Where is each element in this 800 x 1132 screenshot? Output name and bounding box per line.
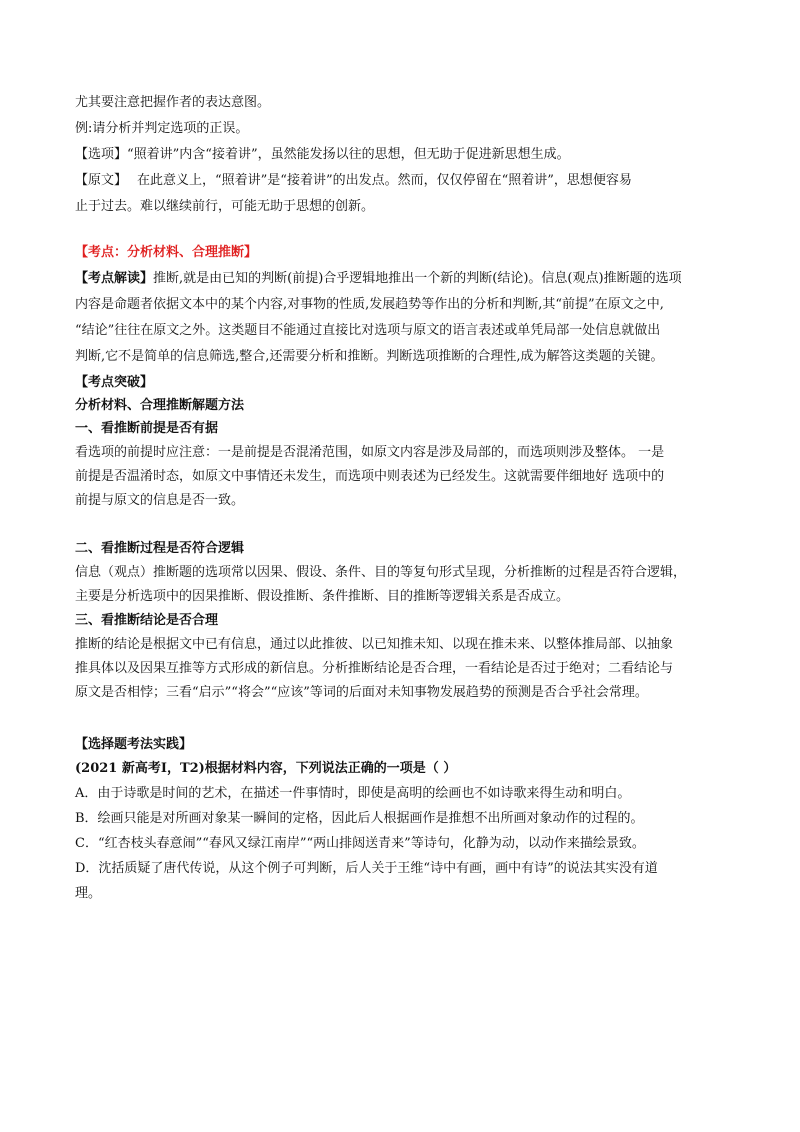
- kaodian-jiedu-line-1: 推断,就是由已知的判断(前提)合乎逻辑地推出一个新的判断(结论)。信息(观点)推断题的选项: [153, 271, 682, 286]
- tupo-title: 【考点突破】: [75, 375, 154, 390]
- kaodian-jiedu-line-2: 内容是命题者依据文本中的某个内容,对事物的性质,发展趋势等作出的分析和判断,其“前提”在原文之中,: [75, 297, 664, 312]
- option-d-line-1: D．沈括质疑了唐代传说，从这个例子可判断，后人关于王维“诗中有画，画中有诗”的说法其实没有道: [75, 861, 658, 876]
- section-2-line-1: 信息（观点）推断题的选项常以因果、假设、条件、目的等复句形式呈现，分析推断的过程是否符合逻辑，: [75, 565, 687, 580]
- intro-line-2: 例:请分析并判定选项的正误。: [75, 121, 249, 136]
- section-3-line-2: 推具体以及因果互推等方式形成的新信息。分析推断结论是否合理，一看结论是否过于绝对；二看结论与: [75, 661, 674, 676]
- section-1-line-2: 前提是否温淆时态，如原文中事情还未发生，而选项中则表述为已经发生。这就需要伴细地好 选项中的: [75, 469, 665, 484]
- intro-line-1: 尤其要注意把握作者的表达意图。: [75, 95, 271, 110]
- section-3-line-3: 原文是否相悖；三看“启示”“将会”“应该”等词的后面对未知事物发展趋势的预测是否合乎社会常理。: [75, 685, 648, 700]
- practice-question: (2021 新高考Ⅰ，T2)根据材料内容，下列说法正确的一项是（ ）: [75, 761, 457, 776]
- source-label: 【原文】: [75, 173, 128, 188]
- kaodian-jiedu-label: 【考点解读】: [75, 271, 154, 286]
- option-paragraph: [75, 147, 725, 163]
- source-paragraph: [75, 173, 725, 189]
- kaodian-jiedu-paragraph: [75, 271, 725, 287]
- option-b: B．绘画只能是对所画对象某一瞬间的定格，因此后人根据画作是推想不出所画对象动作的过程的。: [75, 811, 644, 826]
- section-1-line-3: 前提与原文的信息是否一致。: [75, 493, 245, 508]
- section-2-line-2: 主要是分析选项中的因果推断、假设推断、条件推断、目的推断等逻辑关系是否成立。: [75, 589, 570, 604]
- source-text-line-2: 止于过去。难以继续前行，可能无助于思想的创新。: [75, 199, 375, 214]
- kaodian-jiedu-line-4: 判断,它不是简单的信息筛选,整合,还需要分析和推断。判断选项推断的合理性,成为解答这类题的关键。: [75, 349, 664, 364]
- kaodian-title: 【考点：分析材料、合理推断】: [75, 245, 258, 260]
- section-1-line-1: 看选项的前提时应注意：一是前提是否混淆范围，如原文内容是涉及局部的，而选项则涉及整体。 一是: [75, 445, 665, 460]
- section-2-title: 二、看推断过程是否符合逻辑: [75, 541, 245, 556]
- practice-title: 【选择题考法实践】: [75, 737, 193, 752]
- section-3-line-1: 推断的结论是根据文中已有信息，通过以此推彼、以已知推未知、以现在推未来、以整体推局部、以抽象: [75, 637, 674, 652]
- method-title: 分析材料、合理推断解题方法: [75, 398, 245, 413]
- option-a: A．由于诗歌是时间的艺术，在描述一件事情时，即使是高明的绘画也不如诗歌来得生动和明白。: [75, 786, 631, 801]
- source-text: 在此意义上，“照着讲”是“接着讲”的出发点。然而，仅仅停留在“照着讲”，思想便容易: [137, 173, 632, 188]
- section-1-title: 一、看推断前提是否有据: [75, 421, 219, 436]
- option-d-line-2: 理。: [75, 886, 102, 901]
- option-label: 【选项】: [75, 147, 128, 162]
- option-c: C．“红杏枝头春意闹”“春风又绿江南岸”“两山排闼送青来”等诗句，化静为动，以动作来描绘景致。: [75, 836, 645, 851]
- section-3-title: 三、看推断结论是否合理: [75, 613, 219, 628]
- option-text: “照着讲”内含“接着讲”，虽然能发扬以往的思想，但无助于促进新思想生成。: [127, 147, 570, 162]
- kaodian-jiedu-line-3: “结论”往往在原文之外。这类题目不能通过直接比对选项与原文的语言表述或单凭局部一处信息就做出: [75, 323, 661, 338]
